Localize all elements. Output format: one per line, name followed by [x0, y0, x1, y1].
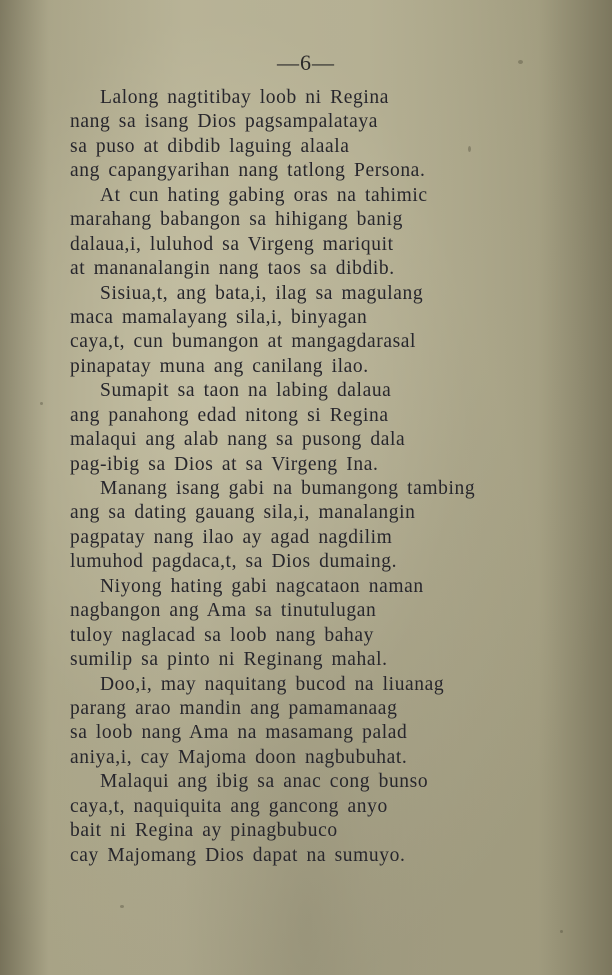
text-line: pinapatay muna ang canilang ilao. [70, 355, 369, 377]
text-line: Niyong hating gabi nagcataon naman [100, 575, 424, 597]
text-line: tuloy naglacad sa loob nang bahay [70, 624, 374, 646]
text-line: ang panahong edad nitong si Regina [70, 404, 389, 426]
text-line: Malaqui ang ibig sa anac cong bunso [100, 771, 429, 793]
text-line: caya,t, cun bumangon at mangagdarasal [70, 331, 417, 353]
text-line: marahang babangon sa hihigang banig [70, 209, 403, 231]
text-line: caya,t, naquiquita ang gancong anyo [70, 795, 388, 817]
text-line: Sumapit sa taon na labing dalaua [100, 380, 392, 402]
text-line: Sisiua,t, ang bata,i, ilag sa magulang [100, 282, 424, 304]
paper-speck [120, 905, 124, 908]
text-line: parang arao mandin ang pamamanaag [70, 697, 398, 719]
text-line: maca mamalayang sila,i, binyagan [70, 306, 368, 328]
text-line: ang sa dating gauang sila,i, manalangin [70, 502, 416, 524]
text-line: Lalong nagtitibay loob ni Regina [100, 87, 389, 108]
text-line: cay Majomang Dios dapat na sumuyo. [70, 844, 406, 866]
text-line: pagpatay nang ilao ay agad nagdilim [70, 526, 393, 548]
text-line: At cun hating gabing oras na tahimic [100, 184, 428, 206]
text-line: ang capangyarihan nang tatlong Persona. [70, 160, 426, 182]
text-line: aniya,i, cay Majoma doon nagbubuhat. [70, 746, 408, 768]
text-line: sa loob nang Ama na masamang palad [70, 722, 408, 744]
text-line: bait ni Regina ay pinagbubuco [70, 820, 338, 842]
text-line: lumuhod pagdaca,t, sa Dios dumaing. [70, 551, 398, 573]
paper-speck [40, 402, 43, 405]
poem-text [70, 86, 550, 868]
text-line: nang sa isang Dios pagsampalataya [70, 111, 378, 133]
text-line: sa puso at dibdib laguing alaala [70, 135, 350, 157]
text-line: Doo,i, may naquitang bucod na liuanag [100, 673, 445, 695]
page-number: —6— [277, 50, 335, 75]
text-line: Manang isang gabi na bumangong tambing [100, 478, 476, 499]
paper-speck [560, 930, 563, 933]
text-line: at mananalangin nang taos sa dibdib. [70, 258, 395, 280]
text-line: sumilip sa pinto ni Reginang mahal. [70, 649, 388, 671]
text-line: nagbangon ang Ama sa tinutulugan [70, 600, 377, 622]
text-line: pag-ibig sa Dios at sa Virgeng Ina. [70, 453, 379, 475]
text-line: malaqui ang alab nang sa pusong dala [70, 429, 406, 451]
text-line: dalaua,i, luluhod sa Virgeng mariquit [70, 233, 394, 255]
